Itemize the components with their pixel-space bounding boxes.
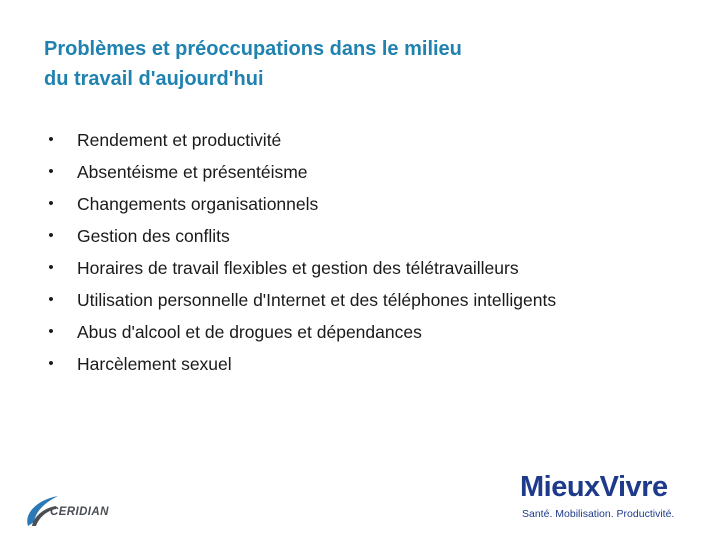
bullet-dot: • (48, 259, 54, 276)
bullet-dot: • (48, 227, 54, 244)
bullet-text: Abus d'alcool et de drogues et dépendances (77, 322, 422, 342)
ceridian-logo (22, 488, 132, 532)
brand-name: MieuxVivre (520, 471, 668, 503)
ceridian-logo-text: CERIDIAN (50, 506, 109, 518)
bullet-dot: • (48, 355, 54, 372)
bullet-item (44, 348, 684, 380)
bullet-dot: • (48, 195, 54, 212)
bullet-item (44, 156, 684, 188)
bullet-text: Horaires de travail flexibles et gestion des télétravailleurs (77, 258, 519, 278)
bullet-text: Rendement et productivité (77, 130, 282, 150)
bullet-item (44, 316, 684, 348)
bullet-item (44, 188, 684, 220)
bullet-dot: • (48, 323, 54, 340)
bullet-text: Changements organisationnels (77, 194, 319, 214)
bullet-text: Gestion des conflits (77, 226, 230, 246)
bullet-dot: • (48, 163, 54, 180)
bullet-dot: • (48, 131, 54, 148)
bullet-dot: • (48, 291, 54, 308)
brand-tagline: Santé. Mobilisation. Productivité. (522, 508, 675, 520)
bullet-item (44, 284, 684, 316)
bullet-text: Harcèlement sexuel (77, 354, 232, 374)
slide-title-line-1: Problèmes et préoccupations dans le milieu (44, 38, 462, 60)
slide-title (44, 34, 684, 94)
slide-title-line-2: du travail d'aujourd'hui (44, 68, 264, 90)
mieuxvivre-logo (520, 470, 696, 530)
bullet-text: Absentéisme et présentéisme (77, 162, 308, 182)
bullet-text: Utilisation personnelle d'Internet et des téléphones intelligents (77, 290, 557, 310)
bullet-list (44, 124, 684, 380)
bullet-item (44, 124, 684, 156)
bullet-item (44, 220, 684, 252)
bullet-item (44, 252, 684, 284)
